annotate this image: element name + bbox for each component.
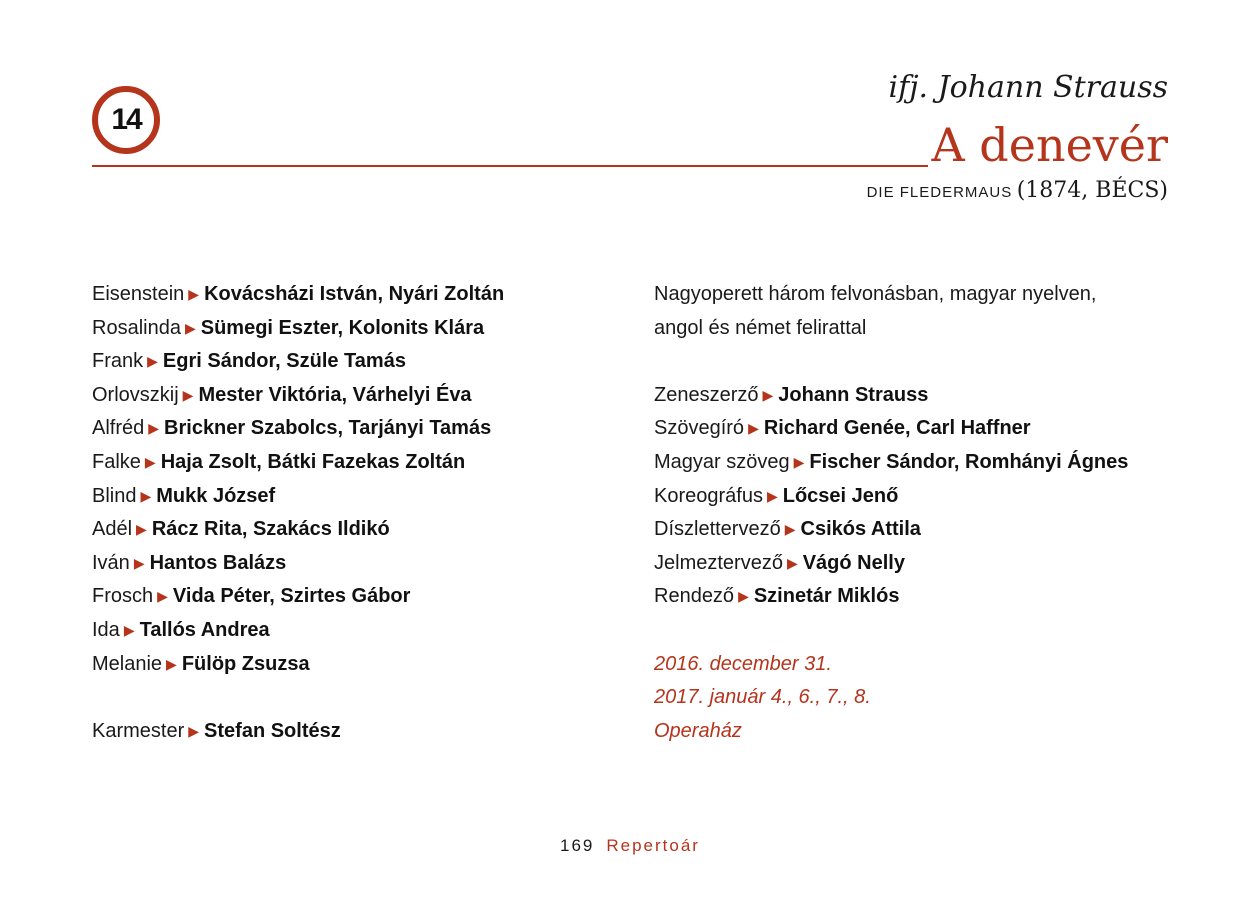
cast-role: Orlovszkij <box>92 383 179 406</box>
performance-date <box>654 648 1174 682</box>
cast-row <box>92 446 612 480</box>
cast-row <box>92 614 612 648</box>
cast-row <box>92 513 612 547</box>
triangle-right-icon: ▶ <box>184 319 196 336</box>
credit-role: Díszlettervező <box>654 518 781 541</box>
description-line <box>654 312 1174 346</box>
venue-text: Operaház <box>654 719 742 742</box>
header-rule <box>92 165 928 167</box>
credit-names: Csikós Attila <box>800 518 921 541</box>
cast-row <box>92 547 612 581</box>
cast-names: Fülöp Zsuzsa <box>181 652 310 675</box>
triangle-right-icon: ▶ <box>144 453 156 470</box>
credit-role: Zeneszerző <box>654 383 759 406</box>
description-text: angol és német felirattal <box>654 316 867 339</box>
cast-role: Blind <box>92 484 137 507</box>
cast-row <box>92 412 612 446</box>
cast-row <box>92 480 612 514</box>
triangle-right-icon: ▶ <box>738 588 749 605</box>
spacer <box>654 614 1174 648</box>
triangle-right-icon: ▶ <box>166 655 177 672</box>
cast-row <box>92 580 612 614</box>
opera-title: A denevér <box>931 118 1168 172</box>
conductor-name: Stefan Soltész <box>204 719 341 742</box>
credit-role: Rendező <box>654 585 735 608</box>
performance-date <box>654 681 1174 715</box>
triangle-right-icon: ▶ <box>762 386 774 403</box>
credit-row <box>654 480 1174 514</box>
triangle-right-icon: ▶ <box>786 554 798 571</box>
credit-row <box>654 379 1174 413</box>
cast-row <box>92 648 612 682</box>
credit-names: Vágó Nelly <box>802 551 905 574</box>
cast-names: Rácz Rita, Szakács Ildikó <box>151 518 390 541</box>
cast-role: Adél <box>92 518 133 541</box>
page-footer <box>0 836 1260 856</box>
cast-names: Sümegi Eszter, Kolonits Klára <box>200 316 485 339</box>
triangle-right-icon: ▶ <box>133 554 145 571</box>
credit-names: Johann Strauss <box>778 383 929 406</box>
description-text: Nagyoperett három felvonásban, magyar nyelven, <box>654 283 1097 305</box>
cast-names: Tallós Andrea <box>139 618 270 641</box>
info-column <box>654 278 1174 748</box>
cast-role: Frosch <box>92 585 154 608</box>
triangle-right-icon: ▶ <box>748 420 759 437</box>
credit-names: Szinetár Miklós <box>753 585 900 608</box>
credit-names: Lőcsei Jenő <box>782 484 899 507</box>
credit-role: Szövegíró <box>654 417 745 440</box>
premiere-info: (1874, BÉCS) <box>1016 178 1168 203</box>
page-number: 169 <box>560 836 595 855</box>
cast-row <box>92 312 612 346</box>
triangle-right-icon: ▶ <box>157 588 168 605</box>
cast-names: Brickner Szabolcs, Tarjányi Tamás <box>164 417 492 440</box>
triangle-right-icon: ▶ <box>766 487 778 504</box>
cast-names: Mukk József <box>156 484 276 507</box>
triangle-right-icon: ▶ <box>140 487 152 504</box>
conductor-row <box>92 715 612 749</box>
cast-role: Ida <box>92 618 120 641</box>
opera-subtitle <box>867 178 1168 203</box>
cast-role: Eisenstein <box>92 283 185 305</box>
credit-role: Koreográfus <box>654 484 763 507</box>
description-line <box>654 278 1174 312</box>
credit-names: Richard Genée, Carl Haffner <box>763 417 1031 440</box>
triangle-right-icon: ▶ <box>136 521 147 538</box>
triangle-right-icon: ▶ <box>123 621 135 638</box>
cast-names: Vida Péter, Szirtes Gábor <box>172 585 411 608</box>
credit-row <box>654 446 1174 480</box>
cast-names: Kovácsházi István, Nyári Zoltán <box>204 283 505 305</box>
cast-names: Mester Viktória, Várhelyi Éva <box>198 383 472 406</box>
triangle-right-icon: ▶ <box>793 453 805 470</box>
cast-row <box>92 379 612 413</box>
credit-row <box>654 513 1174 547</box>
cast-role: Iván <box>92 551 130 574</box>
triangle-right-icon: ▶ <box>182 386 194 403</box>
credit-names: Fischer Sándor, Romhányi Ágnes <box>809 450 1129 473</box>
cast-names: Hantos Balázs <box>149 551 287 574</box>
section-name: Repertoár <box>606 836 700 855</box>
original-title: DIE FLEDERMAUS <box>866 184 1013 201</box>
conductor-role: Karmester <box>92 719 185 742</box>
composer-name: ifj. Johann Strauss <box>888 70 1168 105</box>
spacer <box>654 345 1174 379</box>
performance-text: 2016. december 31. <box>654 652 832 675</box>
spacer <box>92 681 612 715</box>
performance-text: 2017. január 4., 6., 7., 8. <box>654 686 871 709</box>
triangle-right-icon: ▶ <box>147 353 158 370</box>
cast-role: Falke <box>92 450 141 473</box>
cast-role: Alfréd <box>92 417 145 440</box>
cast-role: Rosalinda <box>92 316 181 339</box>
performance-venue <box>654 715 1174 749</box>
number-badge <box>92 86 160 154</box>
credit-row <box>654 547 1174 581</box>
triangle-right-icon: ▶ <box>188 286 200 302</box>
credit-row <box>654 580 1174 614</box>
credit-row <box>654 412 1174 446</box>
cast-column <box>92 278 612 748</box>
cast-role: Melanie <box>92 652 163 675</box>
cast-names: Egri Sándor, Szüle Tamás <box>162 350 406 373</box>
cast-row <box>92 278 612 312</box>
cast-names: Haja Zsolt, Bátki Fazekas Zoltán <box>160 450 466 473</box>
badge-number: 14 <box>111 103 141 136</box>
triangle-right-icon: ▶ <box>784 521 796 538</box>
cast-role: Frank <box>92 350 144 373</box>
credit-role: Magyar szöveg <box>654 450 790 473</box>
credit-role: Jelmeztervező <box>654 551 783 574</box>
triangle-right-icon: ▶ <box>148 420 160 437</box>
triangle-right-icon: ▶ <box>188 722 200 739</box>
cast-row <box>92 345 612 379</box>
